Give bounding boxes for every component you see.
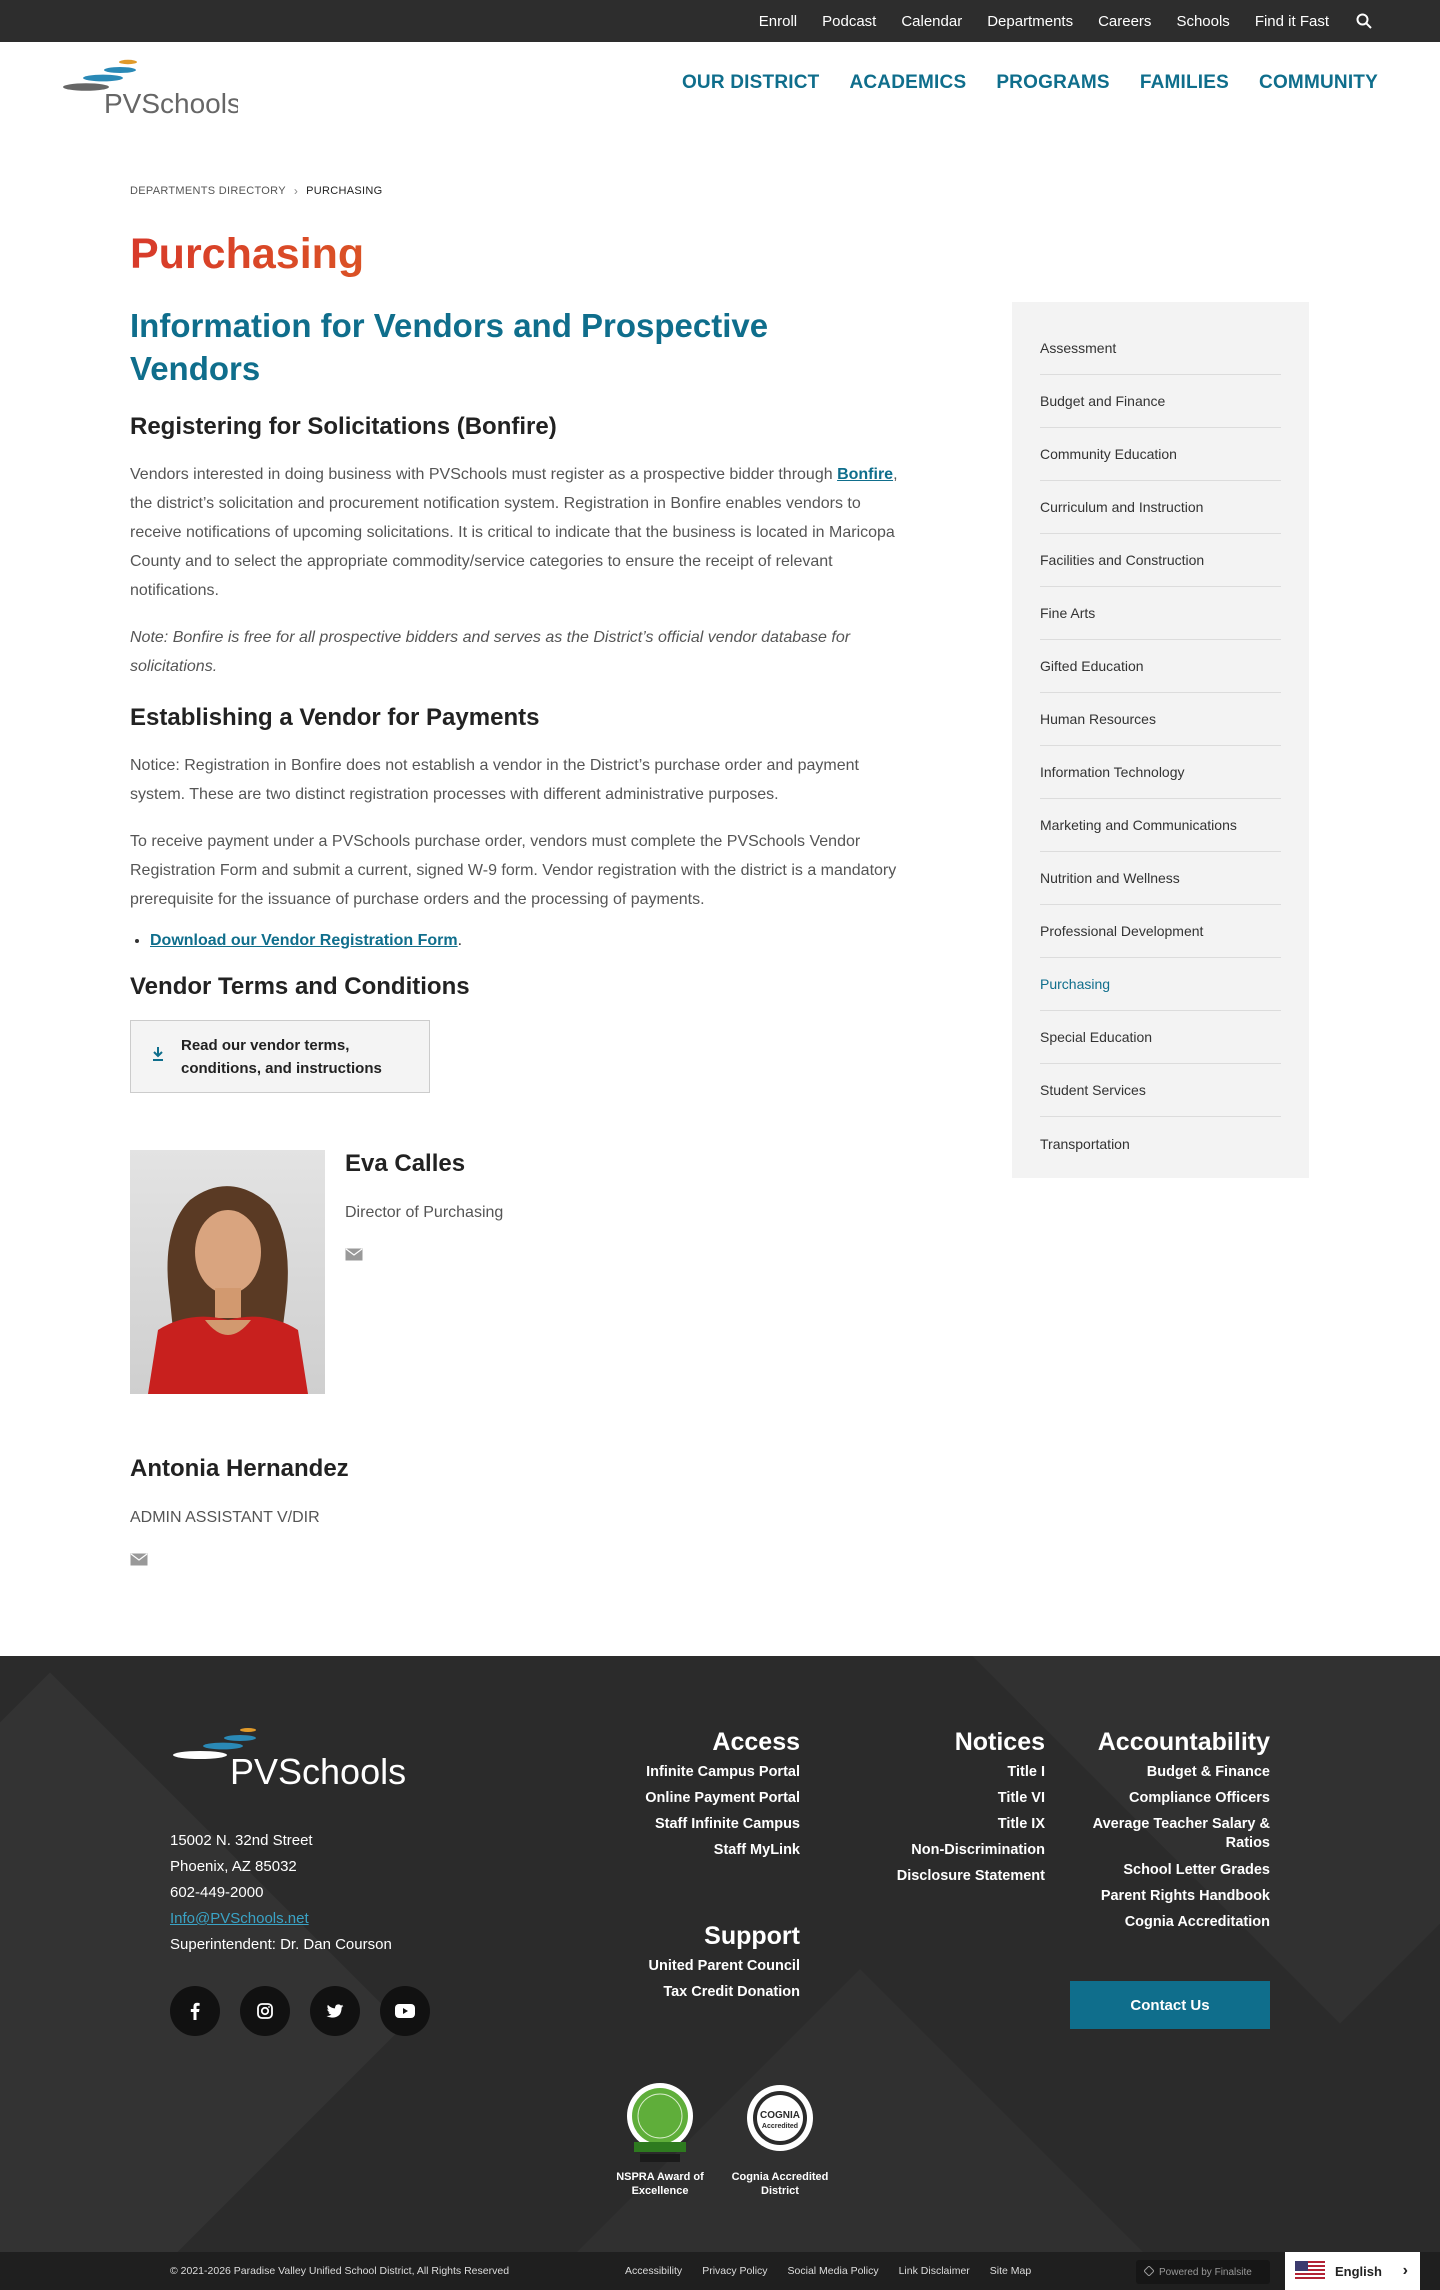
address-phone[interactable]: 602-449-2000 (170, 1884, 264, 1901)
sidebar-item-assessment[interactable]: Assessment (1040, 322, 1281, 375)
search-icon[interactable] (1354, 11, 1374, 31)
sidebar-item-community-education[interactable]: Community Education (1040, 428, 1281, 481)
cognia-seal (744, 2080, 816, 2164)
facebook-icon[interactable] (170, 1986, 220, 2036)
address-city: Phoenix, AZ 85032 (170, 1858, 297, 1875)
breadcrumb-current: PURCHASING (306, 185, 383, 197)
payments-notice: Notice: Registration in Bonfire does not establish a vendor in the District’s purchase order and payment system. These are two distinct registration processes with different administrative purposes. (130, 757, 859, 803)
footer-link-school-letter-grades[interactable]: School Letter Grades (1123, 1862, 1270, 1878)
footer-link-social-media-policy[interactable]: Social Media Policy (787, 2265, 879, 2277)
footer-link-site-map[interactable]: Site Map (989, 2265, 1032, 2277)
footer-link-accessibility[interactable]: Accessibility (625, 2265, 683, 2277)
main-nav (652, 72, 1378, 94)
sidebar-item-transportation[interactable]: Transportation (1040, 1135, 1130, 1152)
staff-photo-eva-calles (130, 1150, 325, 1394)
finalsite-icon (1144, 2266, 1154, 2279)
badge-label: Cognia Accredited District (731, 2171, 829, 2197)
nav-programs[interactable]: PROGRAMS (996, 72, 1110, 93)
language-selector[interactable] (1285, 2252, 1420, 2290)
sidebar-item-budget-finance[interactable]: Budget and Finance (1040, 375, 1281, 428)
contact-us-button[interactable]: Contact Us (1070, 1981, 1270, 2029)
footer-address (170, 1828, 392, 1958)
footer-link-link-disclaimer[interactable]: Link Disclaimer (898, 2265, 970, 2277)
staff-role: ADMIN ASSISTANT V/DIR (130, 1509, 320, 1526)
sidebar-item-information-technology[interactable]: Information Technology (1040, 746, 1281, 799)
footer-link-infinite-campus-portal[interactable]: Infinite Campus Portal (646, 1764, 800, 1780)
nspra-award-seal (624, 2080, 696, 2164)
footer-link-budget-finance[interactable]: Budget & Finance (1146, 1764, 1270, 1780)
sidebar-item-student-services[interactable]: Student Services (1040, 1064, 1281, 1117)
site-header (0, 42, 1440, 170)
sidebar-item-purchasing[interactable]: Purchasing (1040, 958, 1281, 1011)
bonfire-paragraph (130, 460, 910, 605)
utility-link-schools[interactable]: Schools (1176, 12, 1230, 30)
powered-by-finalsite[interactable] (1136, 2260, 1270, 2284)
nav-our-district[interactable]: OUR DISTRICT (681, 72, 820, 93)
nav-families[interactable]: FAMILIES (1139, 72, 1230, 93)
footer-notices-column (897, 1728, 1045, 1889)
departments-sidebar (1012, 302, 1309, 1178)
bottom-bar (0, 2252, 1440, 2290)
page-title: Purchasing (130, 230, 910, 286)
staff-card-eva-calles (345, 1150, 503, 1266)
payments-paragraph: To receive payment under a PVSchools purchase order, vendors must complete the PVSchools Vendor Registration Form and submit a current, signed W-9 form. Vendor registration with the district is a mandatory prerequisite for the issuance of purchase orders and the processing of payments. (130, 833, 897, 908)
site-logo[interactable] (58, 56, 238, 122)
powered-by-label: Powered by Finalsite (1159, 2266, 1252, 2278)
section-heading-vendor-payments: Establishing a Vendor for Payments (130, 704, 540, 731)
nav-academics[interactable]: ACADEMICS (849, 72, 967, 93)
utility-link-find-it-fast[interactable]: Find it Fast (1254, 12, 1329, 30)
footer-link-united-parent-council[interactable]: United Parent Council (648, 1958, 800, 1974)
vendor-terms-label: Read our vendor terms, conditions, and instructions (181, 1036, 382, 1077)
cognia-accredited-badge[interactable] (726, 2080, 834, 2198)
list-item (150, 932, 910, 950)
link-suffix: . (457, 932, 463, 949)
breadcrumb (130, 184, 382, 198)
section-heading-bonfire: Registering for Solicitations (Bonfire) (130, 413, 557, 440)
vendor-terms-download-button[interactable] (130, 1020, 430, 1093)
footer-email-link[interactable]: Info@PVSchools.net (170, 1910, 309, 1927)
sidebar-item-professional-development[interactable]: Professional Development (1040, 905, 1281, 958)
email-icon[interactable] (345, 1248, 363, 1266)
twitter-icon[interactable] (310, 1986, 360, 2036)
footer-access-column (645, 1728, 800, 1863)
sidebar-item-human-resources[interactable]: Human Resources (1040, 693, 1281, 746)
footer-link-compliance-officers[interactable]: Compliance Officers (1128, 1790, 1270, 1806)
us-flag-icon (1295, 2261, 1325, 2282)
footer-link-staff-infinite-campus[interactable]: Staff Infinite Campus (654, 1816, 800, 1832)
nav-community[interactable]: COMMUNITY (1259, 72, 1378, 93)
footer-link-title-vi[interactable]: Title VI (997, 1790, 1045, 1806)
footer-heading-support: Support (704, 1922, 800, 1950)
sidebar-item-fine-arts[interactable]: Fine Arts (1040, 587, 1281, 640)
site-footer (0, 1656, 1440, 2252)
breadcrumb-departments-directory[interactable]: DEPARTMENTS DIRECTORY (130, 185, 286, 197)
footer-link-disclosure-statement[interactable]: Disclosure Statement (896, 1868, 1045, 1884)
superintendent: Superintendent: Dr. Dan Courson (170, 1936, 392, 1953)
utility-link-careers[interactable]: Careers (1098, 12, 1152, 30)
social-links (170, 1986, 450, 2036)
bonfire-text-post: , the district’s solicitation and procurement notification system. Registration in Bonfire enables vendors to receive notifications of upcoming solicitations. It is critical to indicate that the business is located in Maricopa County and to select the appropriate commodity/service categories to ensure the receipt of relevant notifications. (130, 466, 898, 599)
badge-label: NSPRA Award of Excellence (616, 2171, 704, 2197)
page-subtitle: Information for Vendors and Prospective Vendors (130, 307, 769, 387)
footer-link-privacy-policy[interactable]: Privacy Policy (702, 2265, 768, 2277)
footer-heading-notices: Notices (954, 1728, 1045, 1756)
utility-bar (0, 0, 1440, 42)
utility-link-departments[interactable]: Departments (987, 12, 1074, 30)
bonfire-text-pre: Vendors interested in doing business with PVSchools must register as a prospective bidder through (130, 466, 838, 483)
sidebar-item-special-education[interactable]: Special Education (1040, 1011, 1281, 1064)
language-label: English (1335, 2263, 1382, 2279)
footer-heading-access: Access (712, 1728, 800, 1756)
copyright: © 2021-2026 Paradise Valley Unified School District, All Rights Reserved (170, 2265, 510, 2277)
sidebar-item-curriculum-instruction[interactable]: Curriculum and Instruction (1040, 481, 1281, 534)
sidebar-item-facilities-construction[interactable]: Facilities and Construction (1040, 534, 1281, 587)
chevron-right-icon: › (293, 184, 299, 198)
footer-link-non-discrimination[interactable]: Non-Discrimination (911, 1842, 1045, 1858)
footer-link-cognia-accreditation[interactable]: Cognia Accreditation (1124, 1914, 1270, 1930)
utility-nav (734, 0, 1374, 42)
footer-link-online-payment-portal[interactable]: Online Payment Portal (645, 1790, 800, 1806)
footer-logo[interactable] (168, 1726, 408, 1790)
vendor-registration-form-link[interactable]: Download our Vendor Registration Form (150, 932, 458, 949)
download-icon (151, 1046, 165, 1067)
staff-name: Antonia Hernandez (130, 1455, 349, 1482)
footer-link-staff-mylink[interactable]: Staff MyLink (713, 1842, 800, 1858)
staff-role: Director of Purchasing (345, 1204, 504, 1221)
staff-name: Eva Calles (345, 1150, 466, 1177)
footer-heading-accountability: Accountability (1097, 1728, 1270, 1756)
utility-link-calendar[interactable]: Calendar (901, 12, 963, 30)
nspra-award-badge[interactable] (608, 2080, 712, 2198)
cognia-seal-title: COGNIA (760, 2110, 800, 2121)
footer-link-parent-rights-handbook[interactable]: Parent Rights Handbook (1100, 1888, 1270, 1904)
logo-text: PVSchools (104, 88, 238, 119)
footer-support-column (649, 1922, 800, 2005)
email-icon[interactable] (130, 1553, 148, 1571)
footer-logo-text: PVSchools (230, 1751, 407, 1790)
footer-link-tax-credit-donation[interactable]: Tax Credit Donation (663, 1984, 800, 2000)
sidebar-item-marketing-communications[interactable]: Marketing and Communications (1040, 799, 1281, 852)
staff-card-antonia-hernandez (130, 1455, 349, 1571)
main-content (130, 230, 910, 1093)
sidebar-item-gifted-education[interactable]: Gifted Education (1040, 640, 1281, 693)
cognia-seal-sub: Accredited (761, 2123, 799, 2130)
legal-links (625, 2265, 1051, 2277)
footer-link-average-teacher-salary[interactable]: Average Teacher Salary & Ratios (1092, 1816, 1270, 1851)
sidebar-item-nutrition-wellness[interactable]: Nutrition and Wellness (1040, 852, 1281, 905)
download-list (150, 932, 910, 950)
address-street: 15002 N. 32nd Street (170, 1832, 313, 1849)
footer-link-title-i[interactable]: Title I (1007, 1764, 1045, 1780)
utility-link-podcast[interactable]: Podcast (822, 12, 877, 30)
utility-link-enroll[interactable]: Enroll (758, 12, 798, 30)
bonfire-note: Note: Bonfire is free for all prospective bidders and serves as the District’s official vendor database for solicitations. (130, 629, 851, 675)
footer-accountability-column (1080, 1728, 1270, 1935)
instagram-icon[interactable] (240, 1986, 290, 2036)
footer-link-title-ix[interactable]: Title IX (997, 1816, 1045, 1832)
youtube-icon[interactable] (380, 1986, 430, 2036)
section-heading-terms: Vendor Terms and Conditions (130, 973, 470, 1000)
bonfire-link[interactable]: Bonfire (837, 466, 894, 483)
chevron-right-icon: › (1402, 2262, 1408, 2279)
